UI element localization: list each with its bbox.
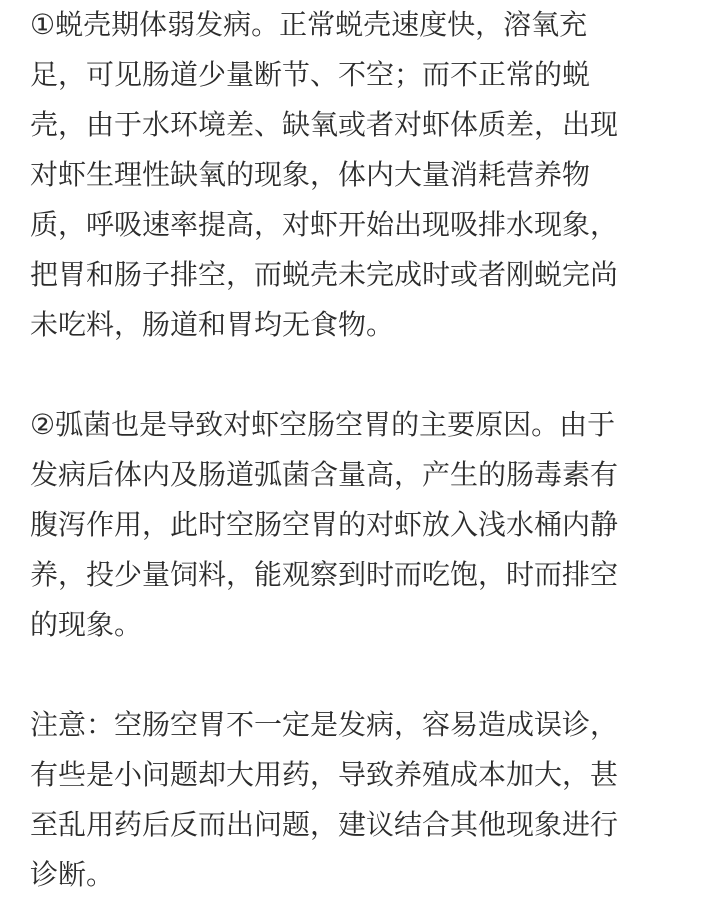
text-line: ①蜕壳期体弱发病。正常蜕壳速度快，溶氧充 (30, 8, 588, 41)
text-line: 腹泻作用，此时空肠空胃的对虾放入浅水桶内静 (30, 508, 619, 541)
paragraph-note (30, 700, 680, 900)
text-line: 至乱用药后反而出问题，建议结合其他现象进行 (30, 808, 619, 841)
text-line: 注意：空肠空胃不一定是发病，容易造成误诊， (30, 708, 619, 741)
text-line: 有些是小问题却大用药，导致养殖成本加大，甚 (30, 758, 619, 791)
text-line: 诊断。 (30, 858, 115, 891)
text-line: 未吃料，肠道和胃均无食物。 (30, 308, 395, 341)
article-body (30, 0, 680, 900)
paragraph-gap (30, 350, 680, 400)
text-line: 把胃和肠子排空，而蜕壳未完成时或者刚蜕完尚 (30, 258, 619, 291)
paragraph-molting (30, 0, 680, 350)
paragraph-gap (30, 650, 680, 700)
text-line: 足，可见肠道少量断节、不空；而不正常的蜕 (30, 58, 591, 91)
text-line: 壳，由于水环境差、缺氧或者对虾体质差，出现 (30, 108, 619, 141)
text-line: 对虾生理性缺氧的现象，体内大量消耗营养物 (30, 158, 591, 191)
text-line: 发病后体内及肠道弧菌含量高，产生的肠毒素有 (30, 458, 619, 491)
paragraph-vibrio (30, 400, 680, 650)
text-line: 质，呼吸速率提高，对虾开始出现吸排水现象， (30, 208, 619, 241)
text-line: 的现象。 (30, 608, 143, 641)
text-line: 养，投少量饲料，能观察到时而吃饱，时而排空 (30, 558, 619, 591)
text-line: ②弧菌也是导致对虾空肠空胃的主要原因。由于 (30, 408, 616, 441)
